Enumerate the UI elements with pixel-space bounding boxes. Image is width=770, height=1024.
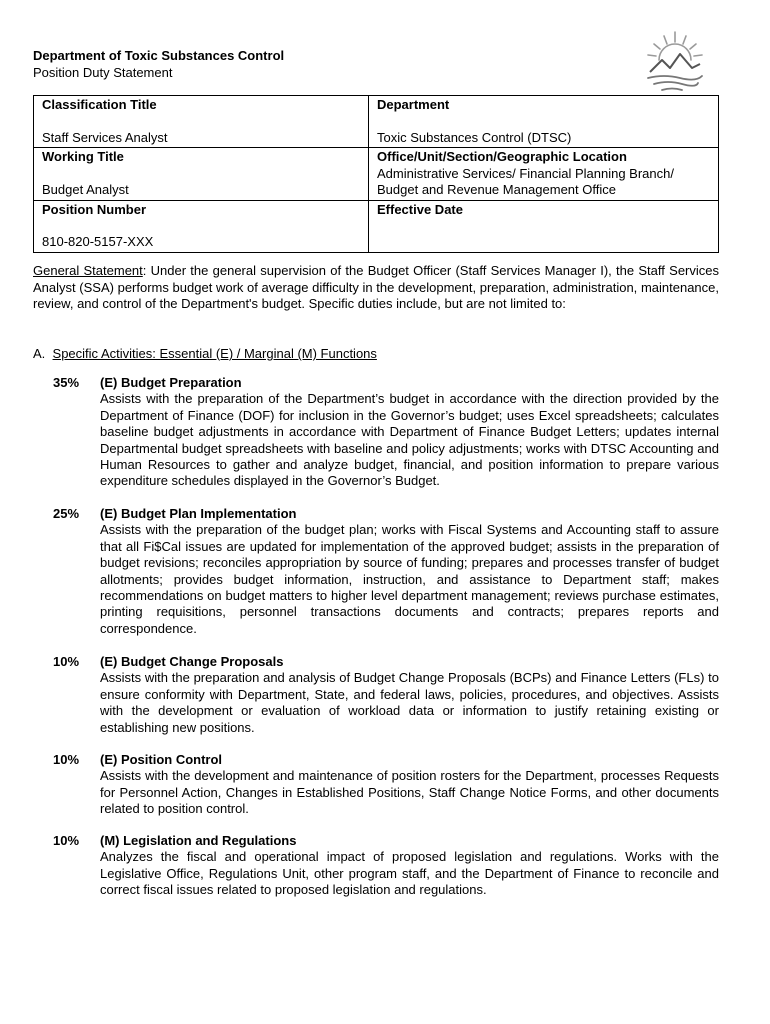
duty-percent: 10% bbox=[53, 654, 80, 669]
position-number-value: 810-820-5157-XXX bbox=[42, 234, 154, 249]
duty-item bbox=[33, 654, 719, 736]
duty-title: (E) Budget Plan Implementation bbox=[100, 506, 297, 521]
duty-title: (E) Position Control bbox=[100, 752, 223, 767]
duty-title: (E) Budget Preparation bbox=[100, 375, 242, 390]
effective-date-label: Effective Date bbox=[377, 201, 463, 217]
duty-percent: 10% bbox=[53, 752, 80, 767]
position-number-cell bbox=[34, 200, 369, 252]
position-number-label: Position Number bbox=[42, 201, 147, 217]
duty-item bbox=[33, 833, 719, 899]
dtsc-sun-mountain-logo-icon bbox=[640, 28, 710, 98]
duty-text: Assists with the preparation and analysis of Budget Change Proposals (BCPs) and Finance Letters (FLs) to ensure conformity with Department, State, and federal laws, policies, procedures, and objectives. Assists with the development or evaluation of workload data or information to justify retaining existing or establishing new positions. bbox=[100, 670, 719, 735]
department-label: Department bbox=[377, 97, 450, 112]
org-title: Department of Toxic Substances Control bbox=[33, 48, 285, 63]
duty-text: Assists with the development and maintenance of position rosters for the Department, processes Requests for Personnel Action, Changes in Established Positions, Staff Change Notice Forms, and other documents related to position control. bbox=[100, 768, 719, 817]
office-value-line-2: Budget and Revenue Management Office bbox=[377, 182, 616, 197]
duty-percent: 35% bbox=[53, 375, 80, 390]
department-cell bbox=[369, 96, 719, 148]
duty-text: Assists with the preparation of the Department’s budget in accordance with the direction provided by the Department of Finance (DOF) for inclusion in the Governor’s budget; uses Excel spreadsheets; calculates baseline budget adjustments in accordance with Department of Finance Budget Letters; updates internal Departmental budget spreadsheets with baseline and policy adjustments; works with DTSC Accounting and Human Resources to gather and analyze budget, financial, and position information to prepare various expenditure schedules displayed in the Governor’s Budget. bbox=[100, 391, 719, 489]
duty-text: Analyzes the fiscal and operational impact of proposed legislation and regulations. Works with the Legislative Office, Regulations Unit, other program staff, and the Department of Finance to reconcile and correct fiscal issues related to proposed legislation and regulations. bbox=[100, 849, 719, 898]
section-a-letter: A. bbox=[33, 346, 46, 361]
duty-item bbox=[33, 752, 719, 818]
position-info-table bbox=[33, 95, 719, 253]
general-statement-text: : Under the general supervision of the Budget Officer (Staff Services Manager I), the Staff Services Analyst (SSA) performs budget work of average difficulty in the development, preparation, administration, maintenance, review, and control of the Department's budget. Specific duties include, but are not limited to: bbox=[33, 263, 719, 312]
duty-percent: 25% bbox=[53, 506, 80, 521]
duty-title: (M) Legislation and Regulations bbox=[100, 833, 297, 848]
working-title-label: Working Title bbox=[42, 149, 124, 164]
duty-item bbox=[33, 375, 719, 490]
working-title-value: Budget Analyst bbox=[42, 181, 129, 197]
working-title-cell bbox=[34, 148, 369, 201]
office-cell bbox=[369, 148, 719, 201]
effective-date-cell bbox=[369, 200, 719, 252]
section-a-title: Specific Activities: Essential (E) / Marginal (M) Functions bbox=[52, 346, 377, 361]
doc-type: Position Duty Statement bbox=[33, 65, 173, 80]
classification-label: Classification Title bbox=[42, 97, 157, 112]
duty-percent: 10% bbox=[53, 833, 80, 848]
classification-cell bbox=[34, 96, 369, 148]
general-statement bbox=[33, 263, 719, 313]
general-statement-label: General Statement bbox=[33, 263, 143, 278]
classification-value: Staff Services Analyst bbox=[42, 129, 168, 145]
duty-item bbox=[33, 506, 719, 637]
section-a-heading bbox=[33, 346, 377, 362]
department-value: Toxic Substances Control (DTSC) bbox=[377, 129, 572, 145]
office-value-line-1: Administrative Services/ Financial Planning Branch/ bbox=[377, 165, 674, 181]
duty-text: Assists with the preparation of the budget plan; works with Fiscal Systems and Accounting staff to assure that all Fi$Cal issues are updated for implementation of the approved budget; assists in the preparation of budget revisions; reconciles appropriation by source of funding; prepares and processes transfer of budget allotments; provides budget information, instruction, and assistance to Department staff; makes recommendations on budget matters to higher level department management; reviews purchase estimates, printing requisitions, personnel transactions documents and contracts; prepares reports and correspondence. bbox=[100, 522, 719, 636]
duty-title: (E) Budget Change Proposals bbox=[100, 654, 284, 669]
office-label: Office/Unit/Section/Geographic Location bbox=[377, 149, 627, 164]
